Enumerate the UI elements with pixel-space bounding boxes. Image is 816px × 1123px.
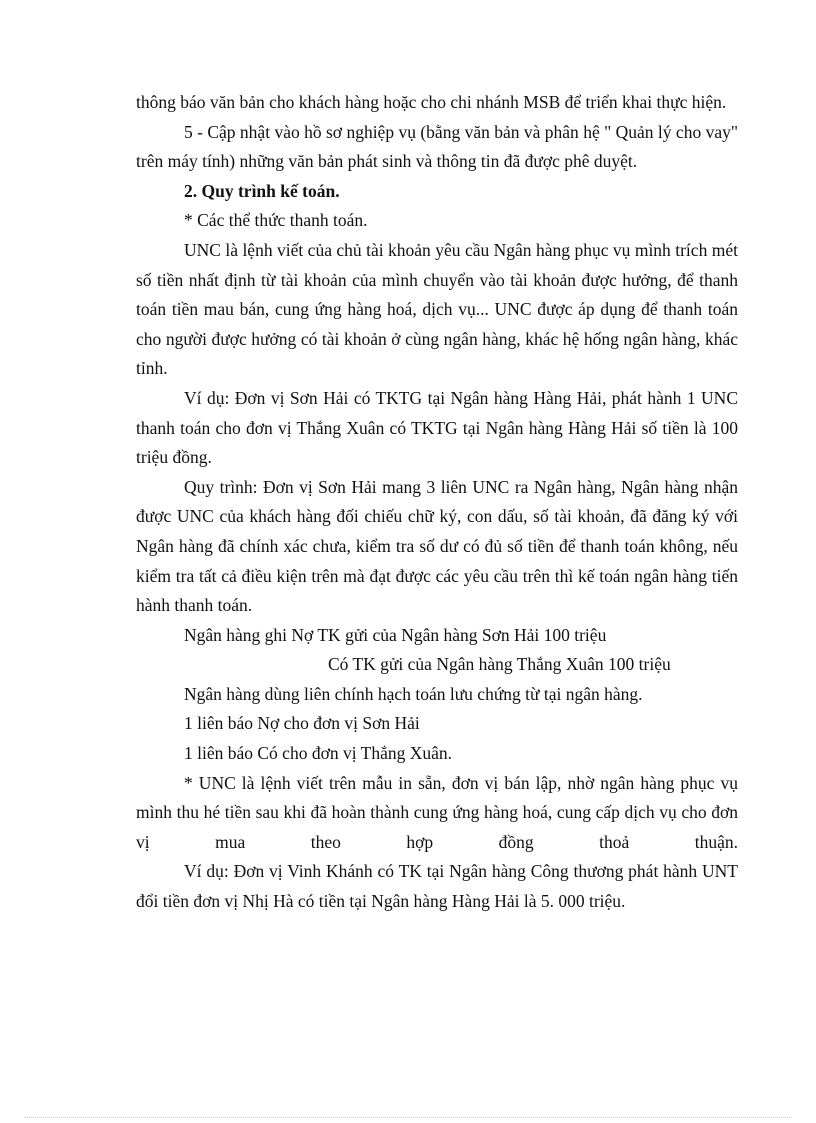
paragraph-main-copy: Ngân hàng dùng liên chính hạch toán lưu chứng từ tại ngân hàng.: [184, 683, 643, 704]
paragraph-debit-entry: Ngân hàng ghi Nợ TK gửi của Ngân hàng Sơn Hải 100 triệu: [184, 624, 607, 645]
paragraph-payment-methods: * Các thể thức thanh toán.: [184, 210, 368, 231]
paragraph-example-son-hai: Ví dụ: Đơn vị Sơn Hải có TKTG tại Ngân hàng Hàng Hải, phát hành 1 UNC thanh toán cho đơn vị Thắng Xuân có TKTG tại Ngân hàng Hàng Hải số tiền là 100 triệu đồng.: [136, 387, 738, 468]
paragraph-credit-entry: Có TK gửi của Ngân hàng Thắng Xuân 100 triệu: [328, 654, 671, 675]
paragraph-debit-notice: 1 liên báo Nợ cho đơn vị Sơn Hải: [184, 713, 420, 734]
paragraph-unc-collection: * UNC là lệnh viết trên mẫu in sẵn, đơn vị bán lập, nhờ ngân hàng phục vụ mình thu hé tiền sau khi đã hoàn thành cung ứng hàng hoá, cung cấp dịch vụ cho đơn vị mua theo hợp đồng thoả thuận.: [136, 772, 738, 852]
paragraph-procedure: Quy trình: Đơn vị Sơn Hải mang 3 liên UNC ra Ngân hàng, Ngân hàng nhận được UNC của khách hàng đối chiếu chữ ký, con dấu, số tài khoản, đã đăng ký với Ngân hàng đã chính xác chưa, kiểm tra số dư có đủ số tiền để thanh toán không, nếu kiểm tra tất cả điều kiện trên mà đạt được các yêu cầu trên thì kế toán ngân hàng tiến hành thanh toán.: [136, 476, 738, 616]
paragraph-unc-definition: UNC là lệnh viết của chủ tài khoản yêu cầu Ngân hàng phục vụ mình trích mét số tiền nhất định từ tài khoản của mình chuyển vào tài khoản được hưởng, để thanh toán tiền mau bán, cung ứng hàng hoá, dịch vụ... UNC được áp dụng để thanh toán cho người được hưởng có tài khoản ở cùng ngân hàng, khác hệ hống ngân hàng, khác tỉnh.: [136, 239, 738, 379]
paragraph-update-records: 5 - Cập nhật vào hồ sơ nghiệp vụ (bằng văn bản và phân hệ " Quản lý cho vay" trên máy tính) những văn bản phát sinh và thông tin đã được phê duyệt.: [136, 121, 738, 172]
page-bottom-divider: [24, 1117, 792, 1118]
paragraph-credit-notice: 1 liên báo Có cho đơn vị Thắng Xuân.: [184, 743, 452, 764]
section-heading-accounting-process: 2. Quy trình kế toán.: [184, 180, 340, 201]
document-body: [136, 88, 738, 917]
paragraph-example-vinh-khanh: Ví dụ: Đơn vị Vinh Khánh có TK tại Ngân hàng Công thương phát hành UNT đổi tiền đơn vị Nhị Hà có tiền tại Ngân hàng Hàng Hải là 5. 000 triệu.: [136, 861, 738, 912]
paragraph-continuation: thông báo văn bản cho khách hàng hoặc cho chi nhánh MSB để triển khai thực hiện.: [136, 92, 727, 112]
